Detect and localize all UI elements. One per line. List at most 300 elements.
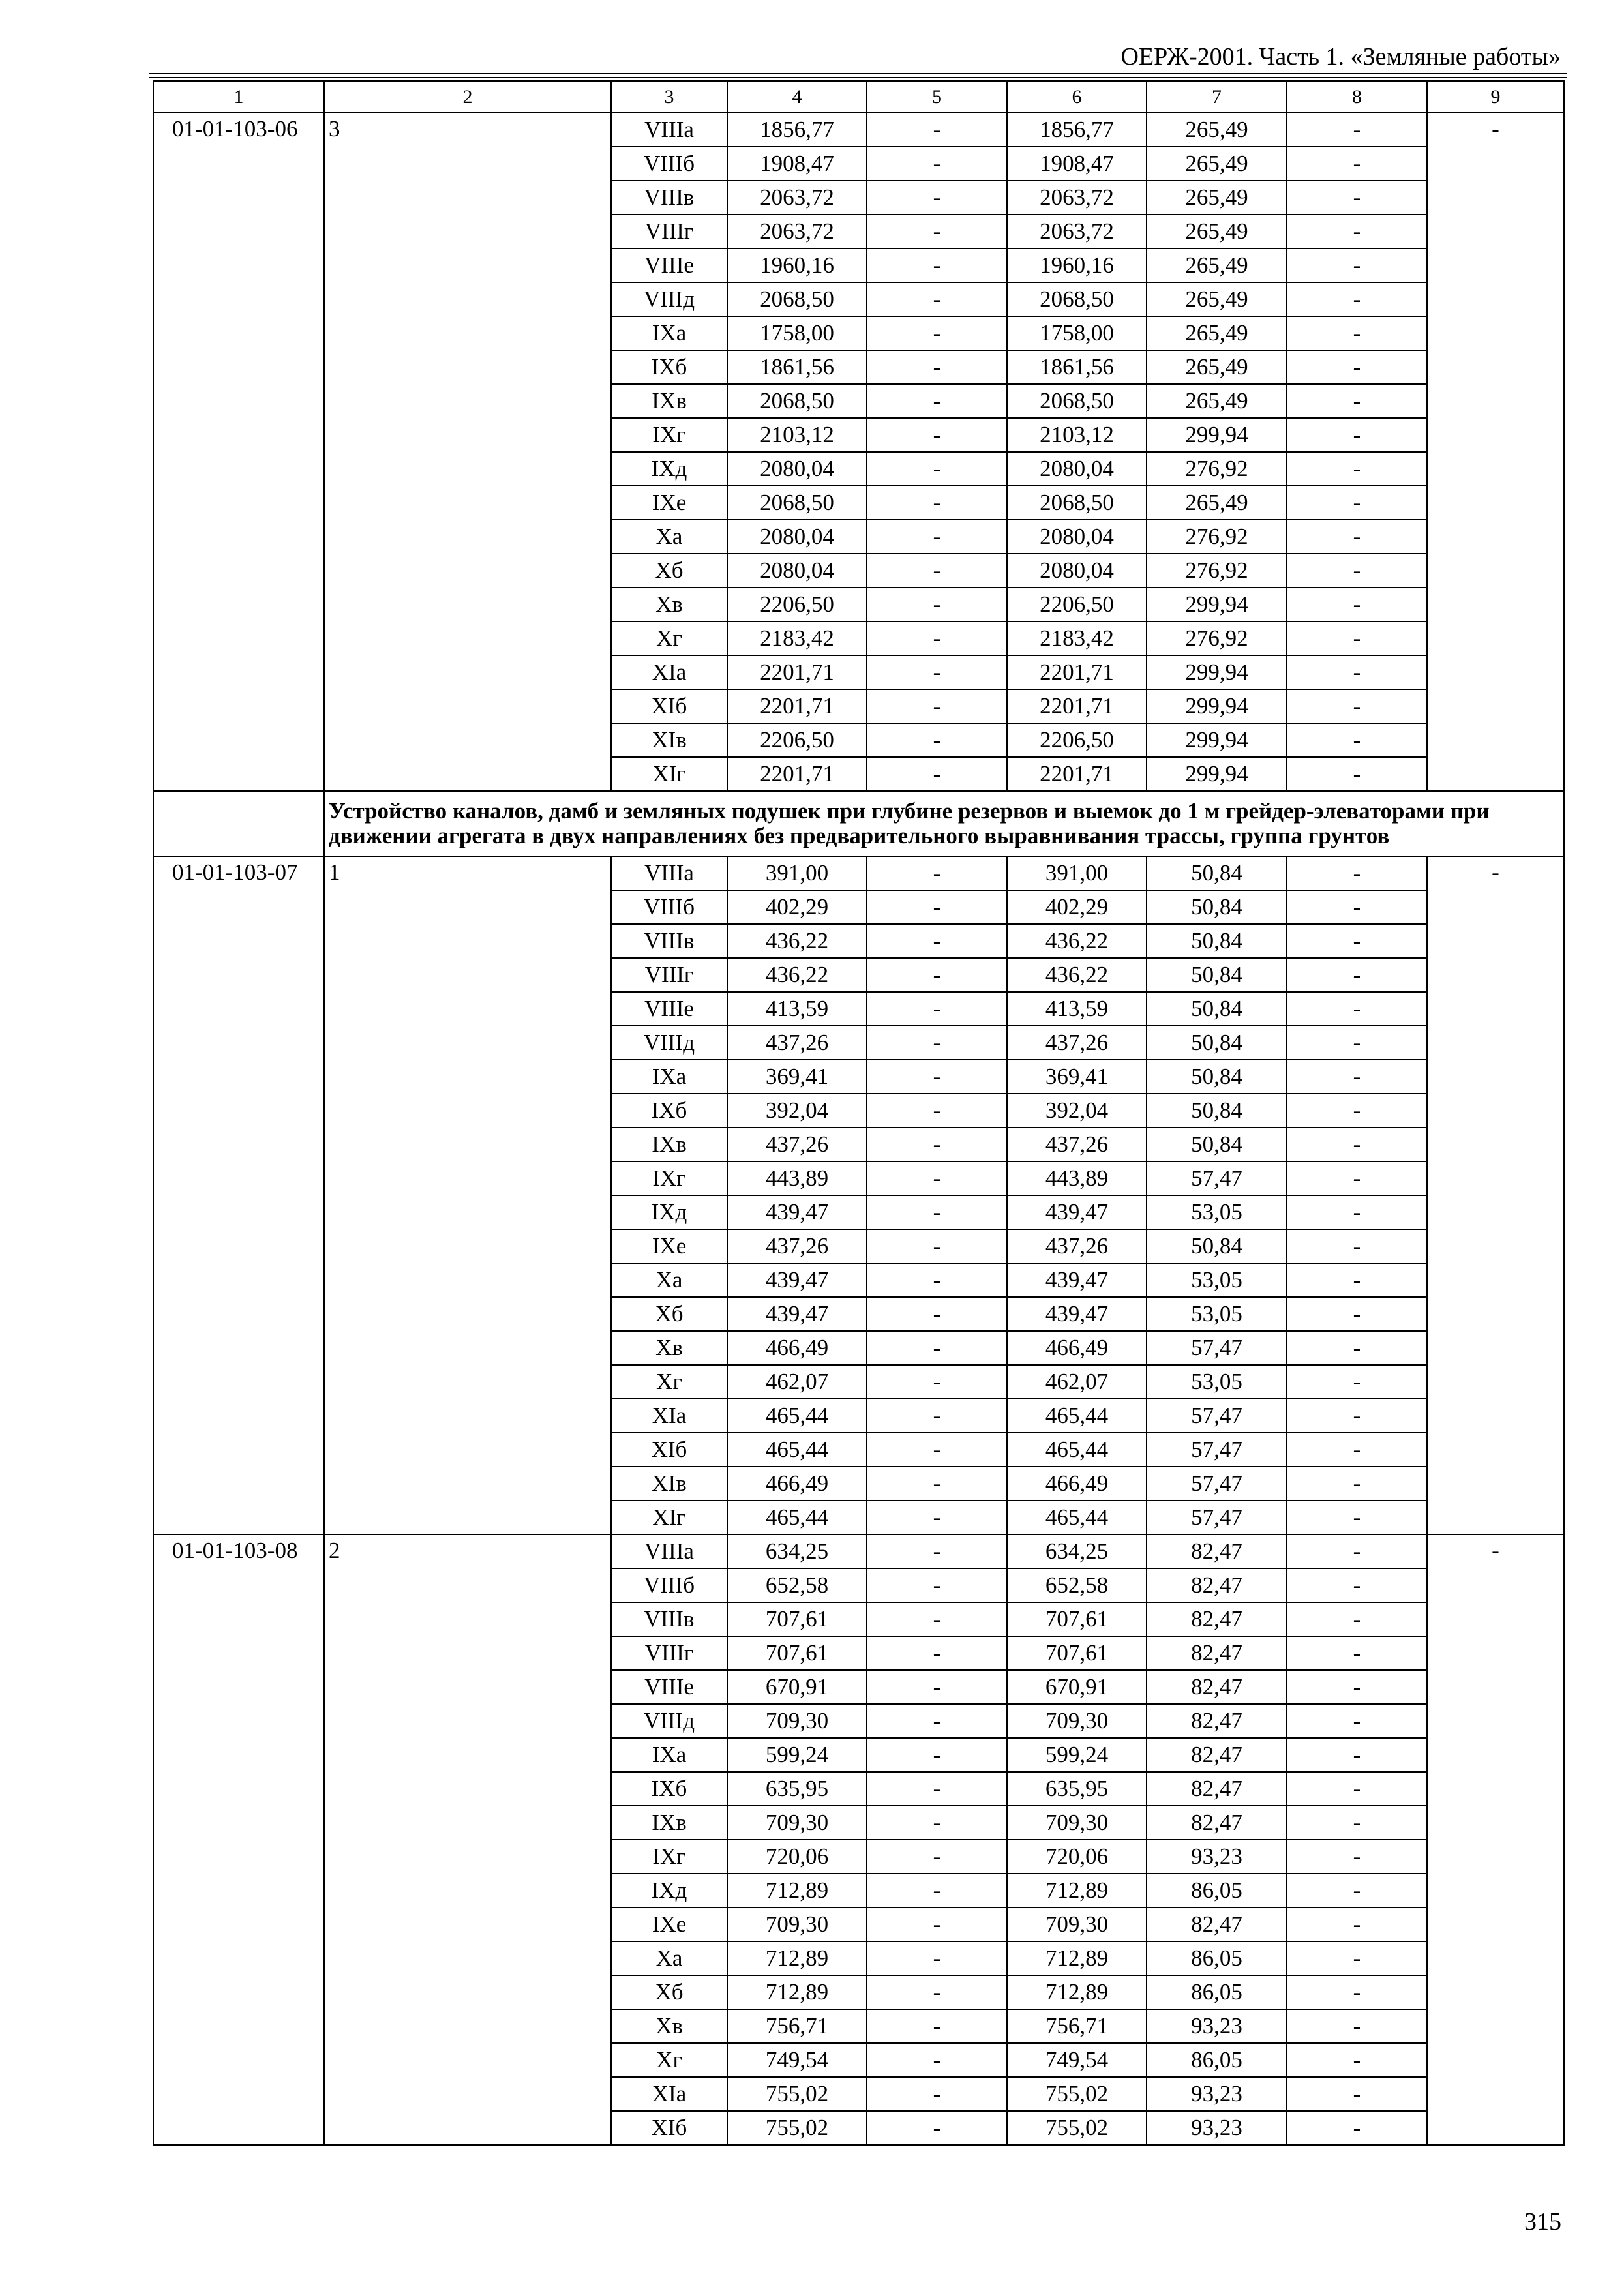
region-class-cell: XIб: [611, 1433, 727, 1467]
machine-cost-cell: 1908,47: [1007, 147, 1147, 181]
region-class-cell: IXб: [611, 1094, 727, 1128]
wages-cell: -: [867, 1229, 1007, 1263]
total-cost-cell: 749,54: [727, 2043, 867, 2077]
region-class-cell: Xа: [611, 1263, 727, 1297]
machine-cost-cell: 437,26: [1007, 1229, 1147, 1263]
page-header-title: ОЕРЖ-2001. Часть 1. «Земляные работы»: [1120, 43, 1561, 70]
machine-cost-cell: 465,44: [1007, 1399, 1147, 1433]
machine-cost-cell: 707,61: [1007, 1636, 1147, 1670]
machinist-wages-cell: 265,49: [1147, 215, 1287, 248]
wages-cell: -: [867, 1094, 1007, 1128]
machinist-wages-cell: 265,49: [1147, 350, 1287, 384]
machinist-wages-cell: 57,47: [1147, 1331, 1287, 1365]
materials-cell: -: [1287, 1975, 1427, 2009]
region-class-cell: IXг: [611, 1161, 727, 1195]
wages-cell: -: [867, 181, 1007, 215]
machine-cost-cell: 465,44: [1007, 1501, 1147, 1534]
wages-cell: -: [867, 1806, 1007, 1840]
machinist-wages-cell: 82,47: [1147, 1534, 1287, 1568]
materials-cell: -: [1287, 1060, 1427, 1094]
region-class-cell: XIг: [611, 757, 727, 791]
rate-code: 01-01-103-06: [153, 113, 324, 791]
total-cost-cell: 2063,72: [727, 181, 867, 215]
machinist-wages-cell: 50,84: [1147, 890, 1287, 924]
wages-cell: -: [867, 856, 1007, 890]
materials-cell: -: [1287, 282, 1427, 316]
region-class-cell: Xг: [611, 2043, 727, 2077]
wages-cell: -: [867, 554, 1007, 588]
total-cost-cell: 1861,56: [727, 350, 867, 384]
total-cost-cell: 712,89: [727, 1941, 867, 1975]
machinist-wages-cell: 82,47: [1147, 1704, 1287, 1738]
machinist-wages-cell: 265,49: [1147, 181, 1287, 215]
machine-cost-cell: 755,02: [1007, 2111, 1147, 2145]
wages-cell: -: [867, 452, 1007, 486]
column-number-cell: 7: [1147, 81, 1287, 113]
materials-cell: -: [1287, 655, 1427, 689]
machine-cost-cell: 670,91: [1007, 1670, 1147, 1704]
wages-cell: -: [867, 890, 1007, 924]
region-class-cell: IXв: [611, 384, 727, 418]
total-cost-cell: 720,06: [727, 1840, 867, 1874]
materials-cell: -: [1287, 1568, 1427, 1602]
total-cost-cell: 709,30: [727, 1806, 867, 1840]
machinist-wages-cell: 50,84: [1147, 1060, 1287, 1094]
total-cost-cell: 2068,50: [727, 282, 867, 316]
machinist-wages-cell: 82,47: [1147, 1602, 1287, 1636]
rate-code: 01-01-103-08: [153, 1534, 324, 2145]
region-class-cell: XIв: [611, 723, 727, 757]
region-class-cell: XIа: [611, 2077, 727, 2111]
machine-cost-cell: 466,49: [1007, 1467, 1147, 1501]
wages-cell: -: [867, 113, 1007, 147]
total-cost-cell: 2068,50: [727, 486, 867, 520]
wages-cell: -: [867, 1975, 1007, 2009]
machinist-wages-cell: 82,47: [1147, 1568, 1287, 1602]
materials-cell: -: [1287, 1026, 1427, 1060]
wages-cell: -: [867, 689, 1007, 723]
wages-cell: -: [867, 1365, 1007, 1399]
machine-cost-cell: 2068,50: [1007, 282, 1147, 316]
materials-cell: -: [1287, 1263, 1427, 1297]
machinist-wages-cell: 93,23: [1147, 2077, 1287, 2111]
machine-cost-cell: 712,89: [1007, 1975, 1147, 2009]
region-class-cell: IXа: [611, 316, 727, 350]
total-cost-cell: 436,22: [727, 924, 867, 958]
machinist-wages-cell: 82,47: [1147, 1636, 1287, 1670]
machine-cost-cell: 712,89: [1007, 1874, 1147, 1908]
total-cost-cell: 439,47: [727, 1297, 867, 1331]
machine-cost-cell: 391,00: [1007, 856, 1147, 890]
machine-cost-cell: 2206,50: [1007, 723, 1147, 757]
machine-cost-cell: 756,71: [1007, 2009, 1147, 2043]
machinist-wages-cell: 265,49: [1147, 316, 1287, 350]
total-cost-cell: 2201,71: [727, 689, 867, 723]
region-class-cell: VIIIг: [611, 215, 727, 248]
machinist-wages-cell: 57,47: [1147, 1467, 1287, 1501]
wages-cell: -: [867, 2111, 1007, 2145]
wages-cell: -: [867, 1941, 1007, 1975]
machinist-wages-cell: 265,49: [1147, 147, 1287, 181]
total-cost-cell: 462,07: [727, 1365, 867, 1399]
table-body: [153, 81, 1564, 2145]
machinist-wages-cell: 299,94: [1147, 588, 1287, 621]
wages-cell: -: [867, 2009, 1007, 2043]
materials-cell: -: [1287, 2043, 1427, 2077]
materials-cell: -: [1287, 992, 1427, 1026]
wages-cell: -: [867, 1026, 1007, 1060]
region-class-cell: VIIIа: [611, 856, 727, 890]
total-cost-cell: 1960,16: [727, 248, 867, 282]
materials-cell: -: [1287, 554, 1427, 588]
materials-cell: -: [1287, 1941, 1427, 1975]
machine-cost-cell: 755,02: [1007, 2077, 1147, 2111]
total-cost-cell: 634,25: [727, 1534, 867, 1568]
materials-cell: -: [1287, 418, 1427, 452]
machinist-wages-cell: 50,84: [1147, 958, 1287, 992]
wages-cell: -: [867, 992, 1007, 1026]
wages-cell: -: [867, 1636, 1007, 1670]
machinist-wages-cell: 276,92: [1147, 452, 1287, 486]
total-cost-cell: 437,26: [727, 1128, 867, 1161]
wages-cell: -: [867, 1534, 1007, 1568]
materials-cell: -: [1287, 1399, 1427, 1433]
machinist-wages-cell: 50,84: [1147, 992, 1287, 1026]
region-class-cell: IXа: [611, 1738, 727, 1772]
materials-cell: -: [1287, 856, 1427, 890]
wages-cell: -: [867, 2043, 1007, 2077]
wages-cell: -: [867, 384, 1007, 418]
machinist-wages-cell: 93,23: [1147, 2009, 1287, 2043]
machine-cost-cell: 2103,12: [1007, 418, 1147, 452]
machine-cost-cell: 2080,04: [1007, 520, 1147, 554]
machine-cost-cell: 462,07: [1007, 1365, 1147, 1399]
region-class-cell: VIIIв: [611, 181, 727, 215]
machinist-wages-cell: 82,47: [1147, 1772, 1287, 1806]
wages-cell: -: [867, 1433, 1007, 1467]
section-empty-cell: [153, 791, 324, 856]
machinist-wages-cell: 299,94: [1147, 757, 1287, 791]
machine-cost-cell: 1960,16: [1007, 248, 1147, 282]
machinist-wages-cell: 276,92: [1147, 621, 1287, 655]
machine-cost-cell: 709,30: [1007, 1806, 1147, 1840]
region-class-cell: IXе: [611, 486, 727, 520]
materials-cell: -: [1287, 1229, 1427, 1263]
table-row: [153, 113, 1564, 147]
machinist-wages-cell: 50,84: [1147, 1128, 1287, 1161]
machine-cost-cell: 2068,50: [1007, 486, 1147, 520]
wages-cell: -: [867, 215, 1007, 248]
materials-cell: -: [1287, 1908, 1427, 1941]
region-class-cell: VIIIб: [611, 890, 727, 924]
region-class-cell: VIIIд: [611, 1026, 727, 1060]
machinist-wages-cell: 53,05: [1147, 1195, 1287, 1229]
materials-cell: -: [1287, 1874, 1427, 1908]
column-number-cell: 9: [1427, 81, 1564, 113]
machine-cost-cell: 439,47: [1007, 1195, 1147, 1229]
machine-cost-cell: 392,04: [1007, 1094, 1147, 1128]
region-class-cell: VIIIе: [611, 248, 727, 282]
total-cost-cell: 1856,77: [727, 113, 867, 147]
region-class-cell: VIIIг: [611, 958, 727, 992]
materials-cell: -: [1287, 1094, 1427, 1128]
column-number-cell: 2: [324, 81, 611, 113]
machine-cost-cell: 2206,50: [1007, 588, 1147, 621]
materials-cell: -: [1287, 1704, 1427, 1738]
materials-cell: -: [1287, 384, 1427, 418]
region-class-cell: Xб: [611, 1297, 727, 1331]
total-cost-cell: 756,71: [727, 2009, 867, 2043]
materials-cell: -: [1287, 1467, 1427, 1501]
total-cost-cell: 2068,50: [727, 384, 867, 418]
machinist-wages-cell: 299,94: [1147, 723, 1287, 757]
soil-group: 1: [324, 856, 611, 1534]
column-number-cell: 6: [1007, 81, 1147, 113]
materials-cell: -: [1287, 452, 1427, 486]
machinist-wages-cell: 53,05: [1147, 1263, 1287, 1297]
machinist-wages-cell: 53,05: [1147, 1365, 1287, 1399]
machinist-wages-cell: 82,47: [1147, 1908, 1287, 1941]
machine-cost-cell: 2080,04: [1007, 452, 1147, 486]
wages-cell: -: [867, 924, 1007, 958]
machine-cost-cell: 466,49: [1007, 1331, 1147, 1365]
total-cost-cell: 707,61: [727, 1636, 867, 1670]
region-class-cell: IXд: [611, 1874, 727, 1908]
wages-cell: -: [867, 1874, 1007, 1908]
machinist-wages-cell: 265,49: [1147, 486, 1287, 520]
wages-cell: -: [867, 1128, 1007, 1161]
materials-cell: -: [1287, 2009, 1427, 2043]
materials-cell: -: [1287, 924, 1427, 958]
region-class-cell: IXг: [611, 1840, 727, 1874]
wages-cell: -: [867, 147, 1007, 181]
total-cost-cell: 755,02: [727, 2111, 867, 2145]
table-row: [153, 856, 1564, 890]
materials-cell: -: [1287, 215, 1427, 248]
machinist-wages-cell: 86,05: [1147, 1941, 1287, 1975]
materials-cell: -: [1287, 248, 1427, 282]
machine-cost-cell: 436,22: [1007, 958, 1147, 992]
total-cost-cell: 2080,04: [727, 554, 867, 588]
machine-cost-cell: 2201,71: [1007, 655, 1147, 689]
region-class-cell: VIIIг: [611, 1636, 727, 1670]
machine-cost-cell: 652,58: [1007, 1568, 1147, 1602]
machine-cost-cell: 402,29: [1007, 890, 1147, 924]
column-number-cell: 4: [727, 81, 867, 113]
materials-cell: -: [1287, 1840, 1427, 1874]
region-class-cell: XIб: [611, 689, 727, 723]
rate-code: 01-01-103-07: [153, 856, 324, 1534]
wages-cell: -: [867, 1840, 1007, 1874]
column-number-cell: 1: [153, 81, 324, 113]
column-number-row: [153, 81, 1564, 113]
total-cost-cell: 635,95: [727, 1772, 867, 1806]
machinist-wages-cell: 86,05: [1147, 1975, 1287, 2009]
total-cost-cell: 707,61: [727, 1602, 867, 1636]
total-cost-cell: 465,44: [727, 1501, 867, 1534]
wages-cell: -: [867, 520, 1007, 554]
machinist-wages-cell: 93,23: [1147, 1840, 1287, 1874]
machinist-wages-cell: 50,84: [1147, 1026, 1287, 1060]
machinist-wages-cell: 265,49: [1147, 113, 1287, 147]
wages-cell: -: [867, 655, 1007, 689]
total-cost-cell: 2183,42: [727, 621, 867, 655]
region-class-cell: VIIIа: [611, 113, 727, 147]
materials-cell: -: [1287, 350, 1427, 384]
machinist-wages-cell: 265,49: [1147, 282, 1287, 316]
machinist-wages-cell: 57,47: [1147, 1501, 1287, 1534]
wages-cell: -: [867, 418, 1007, 452]
materials-cell: -: [1287, 1738, 1427, 1772]
materials-cell: -: [1287, 2077, 1427, 2111]
region-class-cell: VIIIе: [611, 992, 727, 1026]
wages-cell: -: [867, 1331, 1007, 1365]
machinist-wages-cell: 57,47: [1147, 1399, 1287, 1433]
machinist-wages-cell: 276,92: [1147, 520, 1287, 554]
wages-cell: -: [867, 723, 1007, 757]
materials-cell: -: [1287, 520, 1427, 554]
total-cost-cell: 755,02: [727, 2077, 867, 2111]
machinist-wages-cell: 57,47: [1147, 1433, 1287, 1467]
materials-cell: -: [1287, 958, 1427, 992]
region-class-cell: XIв: [611, 1467, 727, 1501]
region-class-cell: Xг: [611, 1365, 727, 1399]
machine-cost-cell: 2183,42: [1007, 621, 1147, 655]
machinist-wages-cell: 276,92: [1147, 554, 1287, 588]
materials-cell: -: [1287, 1161, 1427, 1195]
total-cost-cell: 465,44: [727, 1433, 867, 1467]
region-class-cell: IXг: [611, 418, 727, 452]
wages-cell: -: [867, 1195, 1007, 1229]
total-cost-cell: 465,44: [727, 1399, 867, 1433]
machinist-wages-cell: 50,84: [1147, 1229, 1287, 1263]
wages-cell: -: [867, 1501, 1007, 1534]
total-cost-cell: 369,41: [727, 1060, 867, 1094]
region-class-cell: XIг: [611, 1501, 727, 1534]
total-cost-cell: 439,47: [727, 1263, 867, 1297]
wages-cell: -: [867, 1060, 1007, 1094]
machinist-wages-cell: 50,84: [1147, 856, 1287, 890]
wages-cell: -: [867, 282, 1007, 316]
total-cost-cell: 1758,00: [727, 316, 867, 350]
region-class-cell: VIIIб: [611, 1568, 727, 1602]
wages-cell: -: [867, 1161, 1007, 1195]
total-cost-cell: 466,49: [727, 1467, 867, 1501]
region-class-cell: VIIIе: [611, 1670, 727, 1704]
column-number-cell: 5: [867, 81, 1007, 113]
machine-cost-cell: 635,95: [1007, 1772, 1147, 1806]
wages-cell: -: [867, 1772, 1007, 1806]
machine-cost-cell: 2063,72: [1007, 215, 1147, 248]
machine-cost-cell: 712,89: [1007, 1941, 1147, 1975]
materials-cell: -: [1287, 1602, 1427, 1636]
region-class-cell: Xв: [611, 2009, 727, 2043]
materials-cell: -: [1287, 486, 1427, 520]
region-class-cell: Xв: [611, 1331, 727, 1365]
total-cost-cell: 392,04: [727, 1094, 867, 1128]
machine-cost-cell: 1856,77: [1007, 113, 1147, 147]
col9-cell: -: [1427, 1534, 1564, 2145]
region-class-cell: IXв: [611, 1806, 727, 1840]
machine-cost-cell: 2063,72: [1007, 181, 1147, 215]
total-cost-cell: 436,22: [727, 958, 867, 992]
section-title: Устройство каналов, дамб и земляных подушек при глубине резервов и выемок до 1 м грейдер-элеваторами при движении агрегата в двух направлениях без предварительного выравнивания трассы, группа грунтов: [324, 791, 1564, 856]
wages-cell: -: [867, 1670, 1007, 1704]
header-double-rule: [149, 73, 1567, 78]
machinist-wages-cell: 57,47: [1147, 1161, 1287, 1195]
wages-cell: -: [867, 1704, 1007, 1738]
total-cost-cell: 437,26: [727, 1026, 867, 1060]
materials-cell: -: [1287, 1636, 1427, 1670]
machinist-wages-cell: 50,84: [1147, 924, 1287, 958]
machine-cost-cell: 436,22: [1007, 924, 1147, 958]
page-number: 315: [1524, 2208, 1561, 2236]
total-cost-cell: 2206,50: [727, 588, 867, 621]
machinist-wages-cell: 82,47: [1147, 1738, 1287, 1772]
wages-cell: -: [867, 588, 1007, 621]
materials-cell: -: [1287, 621, 1427, 655]
machine-cost-cell: 709,30: [1007, 1704, 1147, 1738]
region-class-cell: IXв: [611, 1128, 727, 1161]
machine-cost-cell: 369,41: [1007, 1060, 1147, 1094]
region-class-cell: XIа: [611, 655, 727, 689]
materials-cell: -: [1287, 1670, 1427, 1704]
materials-cell: -: [1287, 723, 1427, 757]
wages-cell: -: [867, 621, 1007, 655]
table-row: [153, 1534, 1564, 1568]
wages-cell: -: [867, 1568, 1007, 1602]
materials-cell: -: [1287, 1501, 1427, 1534]
materials-cell: -: [1287, 588, 1427, 621]
materials-cell: -: [1287, 1331, 1427, 1365]
machine-cost-cell: 439,47: [1007, 1263, 1147, 1297]
materials-cell: -: [1287, 1772, 1427, 1806]
wages-cell: -: [867, 1263, 1007, 1297]
total-cost-cell: 402,29: [727, 890, 867, 924]
region-class-cell: VIIIб: [611, 147, 727, 181]
total-cost-cell: 2063,72: [727, 215, 867, 248]
machine-cost-cell: 439,47: [1007, 1297, 1147, 1331]
wages-cell: -: [867, 1738, 1007, 1772]
wages-cell: -: [867, 248, 1007, 282]
region-class-cell: Xв: [611, 588, 727, 621]
machine-cost-cell: 1861,56: [1007, 350, 1147, 384]
total-cost-cell: 2201,71: [727, 655, 867, 689]
soil-group: 3: [324, 113, 611, 791]
region-class-cell: IXд: [611, 1195, 727, 1229]
wages-cell: -: [867, 1908, 1007, 1941]
machine-cost-cell: 437,26: [1007, 1026, 1147, 1060]
materials-cell: -: [1287, 890, 1427, 924]
machine-cost-cell: 1758,00: [1007, 316, 1147, 350]
column-number-cell: 8: [1287, 81, 1427, 113]
materials-cell: -: [1287, 1128, 1427, 1161]
machinist-wages-cell: 93,23: [1147, 2111, 1287, 2145]
machinist-wages-cell: 82,47: [1147, 1806, 1287, 1840]
machine-cost-cell: 720,06: [1007, 1840, 1147, 1874]
region-class-cell: VIIIд: [611, 282, 727, 316]
region-class-cell: Xа: [611, 1941, 727, 1975]
total-cost-cell: 670,91: [727, 1670, 867, 1704]
machine-cost-cell: 749,54: [1007, 2043, 1147, 2077]
total-cost-cell: 2201,71: [727, 757, 867, 791]
machinist-wages-cell: 53,05: [1147, 1297, 1287, 1331]
wages-cell: -: [867, 1297, 1007, 1331]
wages-cell: -: [867, 958, 1007, 992]
materials-cell: -: [1287, 113, 1427, 147]
total-cost-cell: 709,30: [727, 1704, 867, 1738]
materials-cell: -: [1287, 316, 1427, 350]
